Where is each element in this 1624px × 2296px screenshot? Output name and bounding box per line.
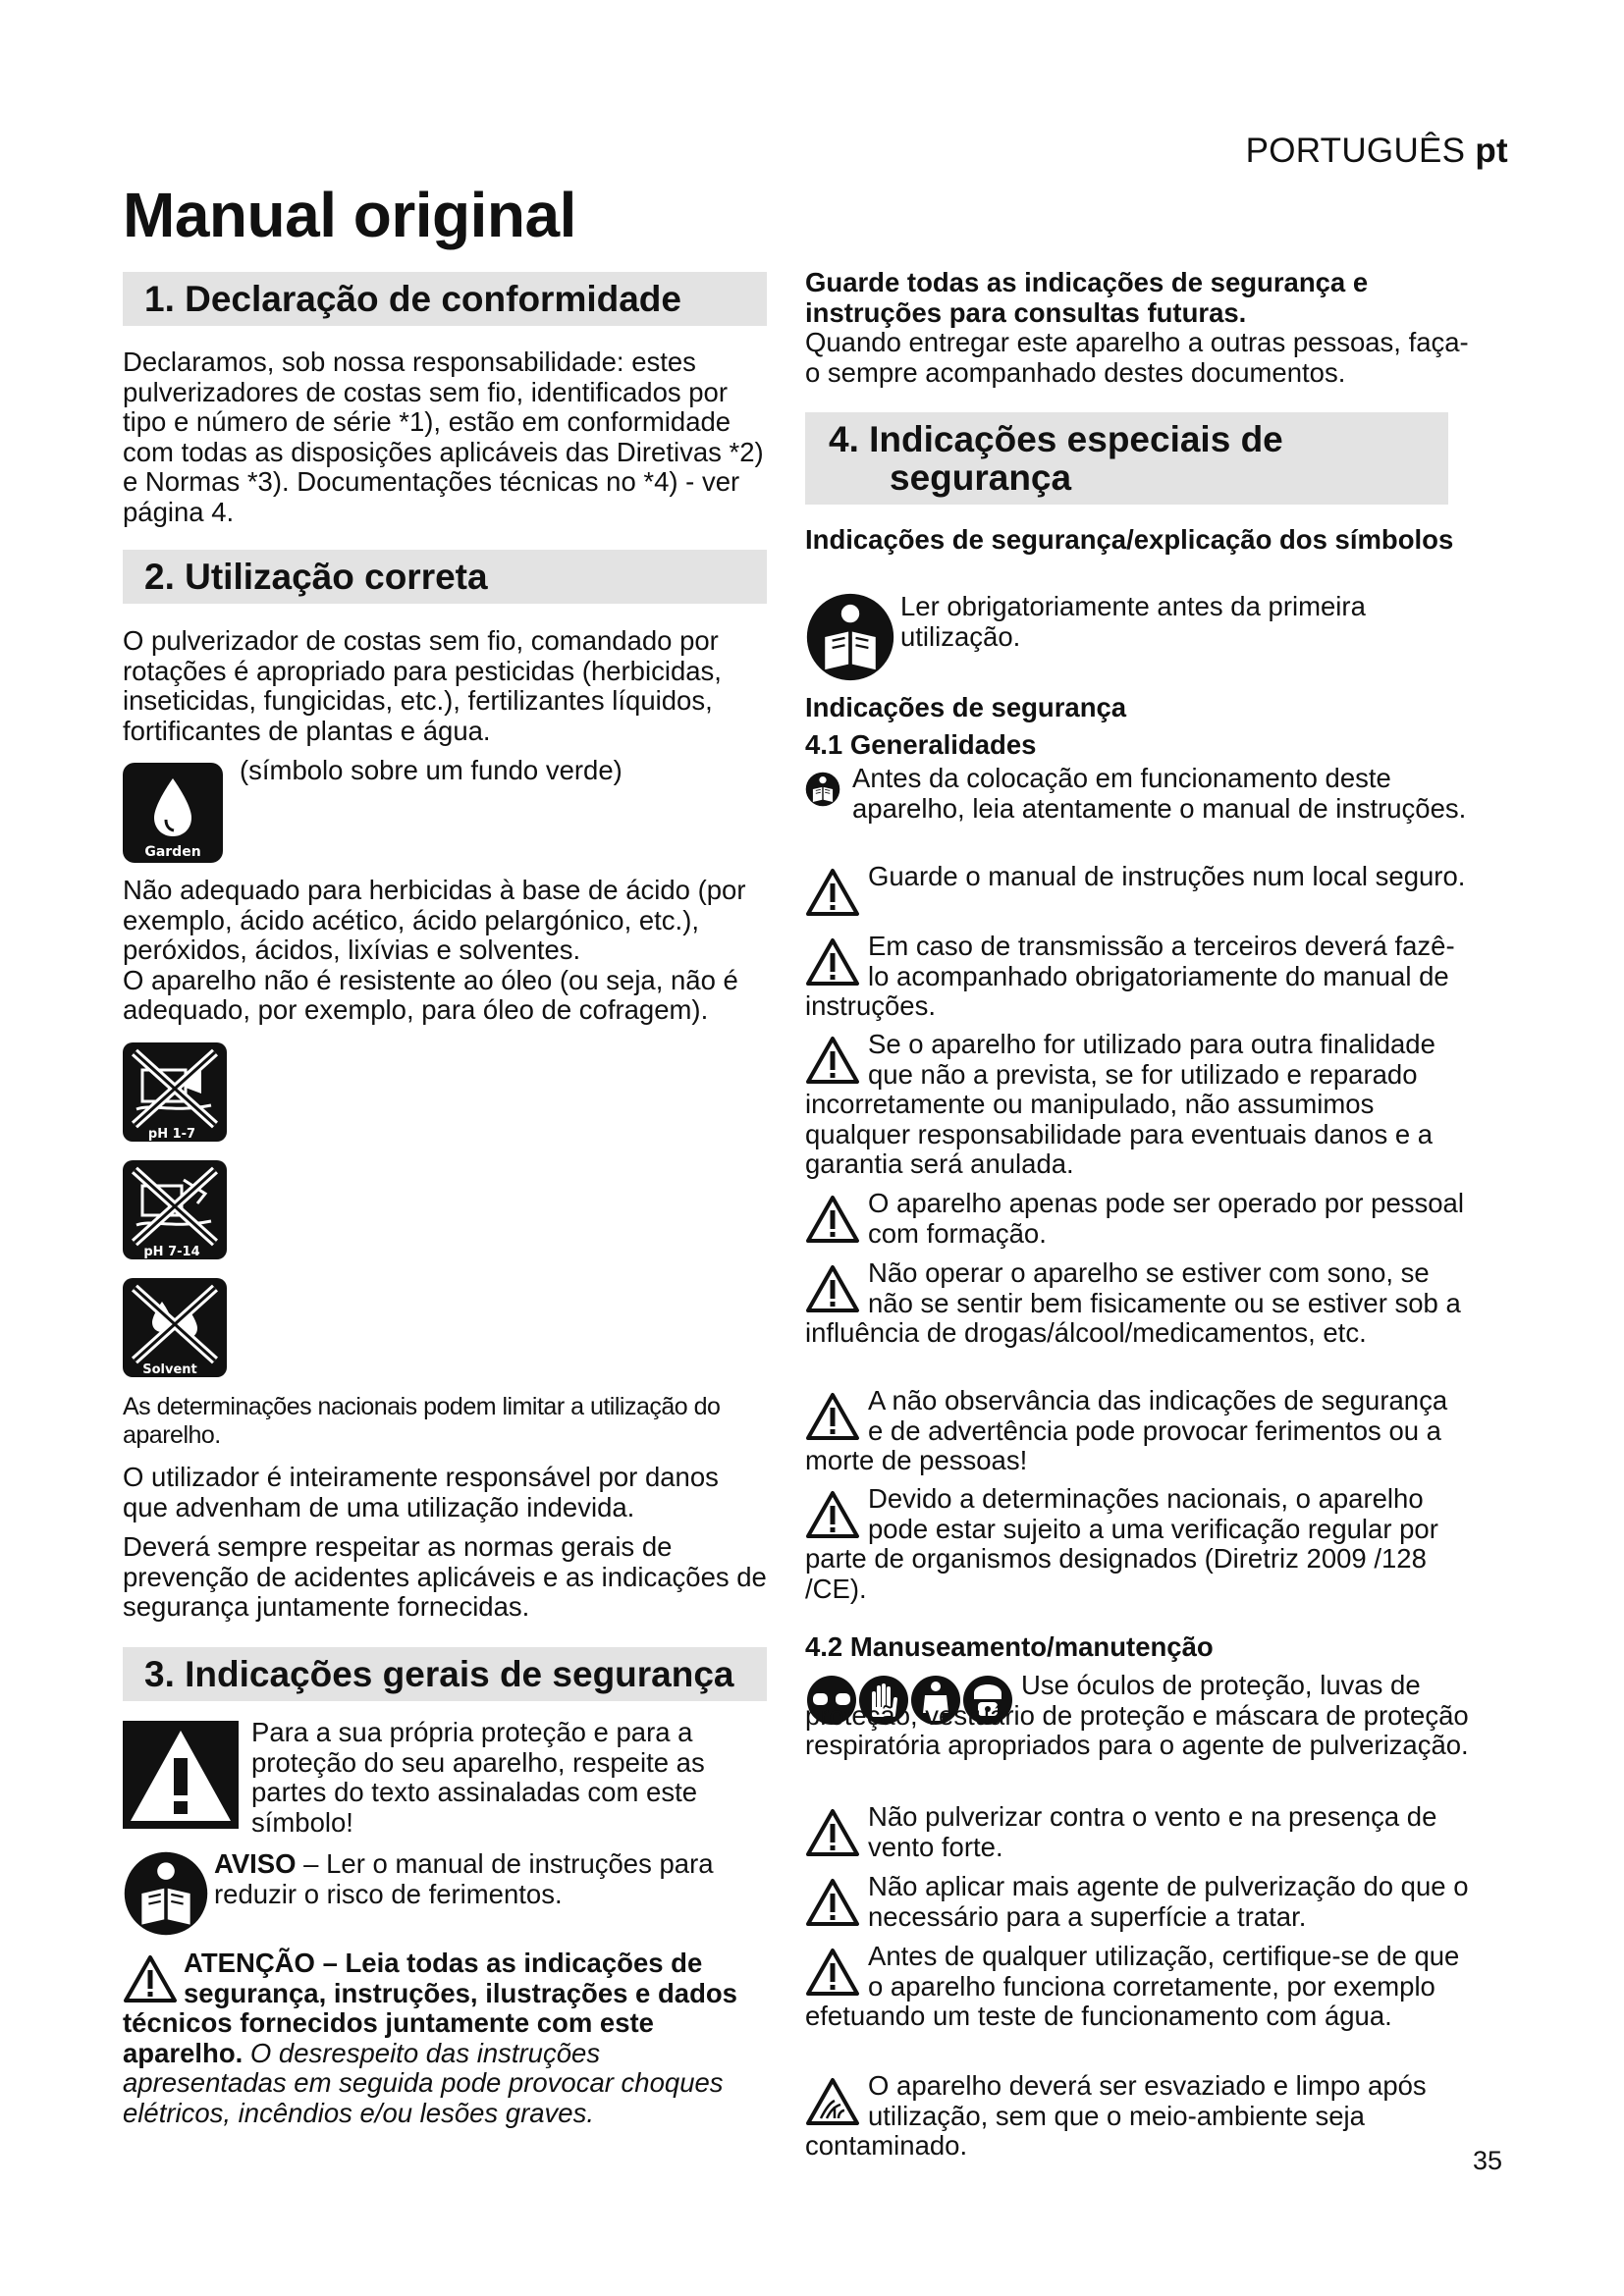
handling-item-5-text: O aparelho deverá ser esvaziado e limpo após utilização, sem que o meio-ambiente seja contaminado. — [805, 2070, 1427, 2161]
keep-text: Quando entregar este aparelho a outras pessoas, faça-o sempre acompanhado destes documentos. — [805, 327, 1469, 388]
language-name: PORTUGUÊS — [1245, 132, 1466, 170]
language-code: pt — [1475, 132, 1508, 170]
general-item-3-text: Em caso de transmissão a terceiros deverá fazê-lo acompanhado obrigatoriamente do manual de instruções. — [805, 931, 1455, 1021]
general-item-1 — [805, 764, 1469, 824]
garden-icon — [123, 763, 223, 863]
garden-label: Garden — [144, 844, 201, 860]
handling-item-5 — [805, 2071, 1469, 2162]
correct-use-text: O pulverizador de costas sem fio, comandado por rotações é apropriado para pesticidas (herbicidas, inseticidas, fungicidas, etc.), fertilizantes líquidos, fortificantes de plantas e água. — [123, 625, 722, 746]
warning-triangle-icon — [123, 1954, 178, 2003]
warning-triangle-icon — [805, 1264, 860, 1313]
warning-triangle-icon — [805, 1490, 860, 1539]
handling-item-2 — [805, 1802, 1469, 1862]
general-item-4 — [805, 1030, 1469, 1180]
page-title: Manual original — [123, 180, 576, 250]
handling-item-4-text: Antes de qualquer utilização, certifique-se de que o aparelho funciona corretamente, por exemplo efetuando um teste de funcionamento com água. — [805, 1941, 1460, 2031]
general-item-6 — [805, 1258, 1469, 1349]
section-1-heading: 1. Declaração de conformidade — [123, 272, 767, 326]
handling-item-3 — [805, 1872, 1469, 1932]
handling-item-2-text: Não pulverizar contra o vento e na presença de vento forte. — [868, 1801, 1437, 1862]
ph-low-label: pH 1-7 — [147, 1127, 196, 1142]
general-item-5 — [805, 1189, 1469, 1249]
warning-triangle-icon — [805, 1948, 860, 1997]
environment-warning-icon — [805, 2077, 860, 2126]
ph-high-label: pH 7-14 — [143, 1245, 200, 1259]
section-4-2-heading: 4.2 Manuseamento/manutenção — [805, 1631, 1214, 1662]
atencao-bold: ATENÇÃO – Leia todas as indicações de segurança, instruções, ilustrações e dados técnicos fornecidos juntamente com este aparelho. — [123, 1948, 737, 2068]
not-suitable-oil: O aparelho não é resistente ao óleo (ou seja, não é adequado, por exemplo, para óleo de cofragem). — [123, 964, 738, 1025]
warning-symbol-icon — [123, 1721, 239, 1829]
aviso-text — [214, 1849, 764, 1909]
section-4-heading-line2: segurança — [890, 457, 1072, 498]
warning-symbol-text: Para a sua própria proteção e para a proteção do seu aparelho, respeite as partes do texto assinaladas com este símbolo! — [251, 1717, 705, 1838]
general-item-4-text: Se o aparelho for utilizado para outra finalidade que não a prevista, se for utilizado e reparado incorretamente ou manipulado, não assumimos qualquer responsabilidade para eventuais danos e a garantia será anulada. — [805, 1029, 1435, 1179]
read-before-text: Ler obrigatoriamente antes da primeira utilização. — [900, 591, 1366, 652]
rules-note: Deverá sempre respeitar as normas gerais de prevenção de acidentes aplicáveis e as indicações de segurança juntamente fornecidas. — [123, 1531, 767, 1622]
warning-triangle-icon — [805, 1195, 860, 1244]
declaration-text: Declaramos, sob nossa responsabilidade: estes pulverizadores de costas sem fio, identificados por tipo e número de série *1), estão em conformidade com todas as disposições aplicáveis das Diretivas *2) e Normas *3). Documentações técnicas no *4) - ver página 4. — [123, 347, 764, 527]
language-label — [1159, 132, 1508, 171]
aviso-body: – Ler o manual de instruções para reduzir o risco de ferimentos. — [214, 1848, 714, 1909]
section-2-heading: 2. Utilização correta — [123, 550, 767, 604]
symbols-heading: Indicações de segurança/explicação dos símbolos — [805, 524, 1454, 555]
handling-item-4 — [805, 1942, 1469, 2032]
not-suitable-acids: Não adequado para herbicidas à base de ácido (por exemplo, ácido acético, ácido pelargónico, etc.), peróxidos, ácidos, lixívias e solventes. — [123, 875, 746, 965]
ppe-text: Use óculos de proteção, luvas de proteção, vestuário de proteção e máscara de proteção respiratória apropriados para o agente de pulverização. — [805, 1670, 1469, 1760]
prohibited-solvent-icon — [123, 1278, 227, 1377]
warning-triangle-icon — [805, 1808, 860, 1857]
general-item-5-text: O aparelho apenas pode ser operado por pessoal com formação. — [868, 1188, 1464, 1249]
safety-heading: Indicações de segurança — [805, 692, 1127, 722]
general-item-7 — [805, 1386, 1469, 1476]
general-item-8 — [805, 1484, 1469, 1604]
warning-triangle-icon — [805, 937, 860, 987]
general-item-6-text: Não operar o aparelho se estiver com sono, se não se sentir bem fisicamente ou se estiver sob a influência de drogas/álcool/medicamentos, etc. — [805, 1257, 1461, 1348]
warning-triangle-icon — [805, 1878, 860, 1927]
national-note: As determinações nacionais podem limitar a utilização do aparelho. — [123, 1393, 721, 1449]
general-item-1-text: Antes da colocação em funcionamento deste aparelho, leia atentamente o manual de instruções. — [852, 763, 1467, 824]
general-item-7-text: A não observância das indicações de segurança e de advertência pode provocar ferimentos ou a morte de pessoas! — [805, 1385, 1448, 1475]
solvent-label: Solvent — [142, 1362, 197, 1377]
read-manual-icon — [123, 1850, 209, 1937]
section-4-heading — [805, 412, 1448, 505]
atencao-italic: O desrespeito das instruções apresentadas em seguida pode provocar choques elétricos, incêndios e/ou lesões graves. — [123, 2037, 724, 2128]
manual-icon — [805, 772, 840, 807]
section-4-1-heading: 4.1 Generalidades — [805, 729, 1037, 760]
prohibited-ph-low-icon — [123, 1042, 227, 1142]
garden-note: (símbolo sobre um fundo verde) — [240, 755, 623, 785]
warning-triangle-icon — [805, 1392, 860, 1441]
read-before-use-icon — [805, 592, 895, 682]
general-item-2 — [805, 862, 1469, 917]
keep-bold: Guarde todas as indicações de segurança e instruções para consultas futuras. — [805, 267, 1369, 328]
keep-instructions — [805, 268, 1469, 388]
user-responsibility: O utilizador é inteiramente responsável por danos que advenham de uma utilização indevida. — [123, 1462, 719, 1522]
warning-triangle-icon — [805, 1036, 860, 1085]
aviso-label: AVISO — [214, 1848, 297, 1879]
general-item-2-text: Guarde o manual de instruções num local seguro. — [868, 861, 1466, 891]
prohibited-ph-high-icon — [123, 1160, 227, 1259]
general-item-8-text: Devido a determinações nacionais, o aparelho pode estar sujeito a uma verificação regular por parte de organismos designados (Diretriz 2009 /128 /CE). — [805, 1483, 1438, 1604]
warning-triangle-icon — [805, 868, 860, 917]
section-4-heading-line1: 4. Indicações especiais de — [829, 419, 1283, 459]
atencao-block — [123, 1949, 767, 2128]
not-suitable-text — [123, 876, 767, 1026]
general-item-3 — [805, 932, 1469, 1022]
page-number: 35 — [1473, 2146, 1503, 2175]
handling-item-3-text: Não aplicar mais agente de pulverização do que o necessário para a superfície a tratar. — [868, 1871, 1469, 1932]
section-3-heading: 3. Indicações gerais de segurança — [123, 1647, 767, 1701]
